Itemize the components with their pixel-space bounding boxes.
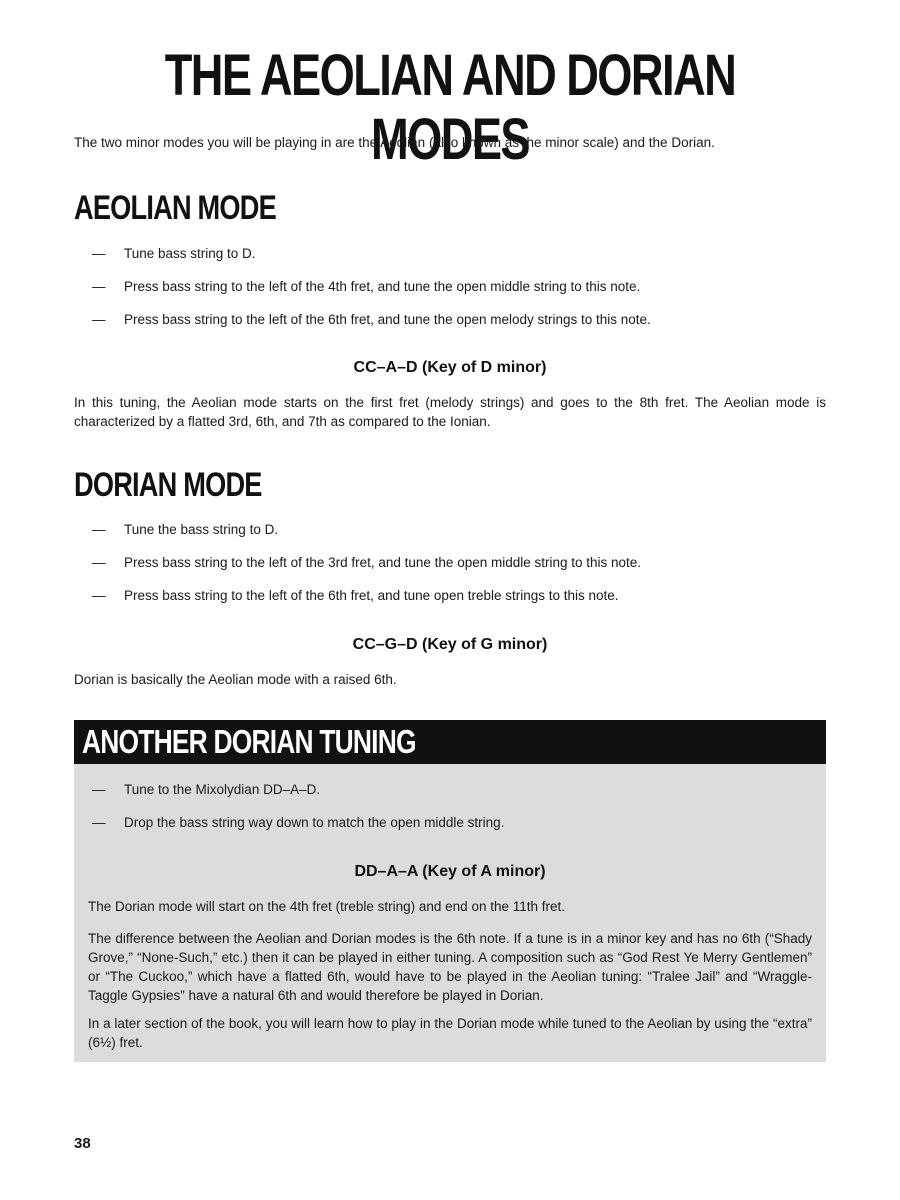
dash-bullet: — — [92, 246, 106, 261]
list-item — [92, 780, 812, 813]
step-text: Tune to the Mixolydian DD–A–D. — [124, 782, 321, 797]
aeolian-steps — [92, 244, 812, 343]
dorian-tuning: CC–G–D (Key of G minor) — [352, 636, 548, 653]
step-text: Press bass string to the left of the 4th fret, and tune the open middle string to this note. — [124, 279, 641, 294]
step-text: Press bass string to the left of the 6th fret, and tune open treble strings to this note. — [124, 588, 619, 603]
another-dorian-header — [74, 720, 826, 764]
dash-bullet: — — [92, 312, 106, 327]
dash-bullet: — — [92, 522, 106, 537]
another-dorian-steps — [92, 780, 812, 846]
dash-bullet: — — [92, 279, 106, 294]
step-text: Drop the bass string way down to match the open middle string. — [124, 815, 505, 830]
list-item — [92, 520, 812, 553]
dash-bullet: — — [92, 815, 106, 830]
aeolian-tuning: CC–A–D (Key of D minor) — [353, 359, 547, 376]
list-item — [92, 244, 812, 277]
step-text: Tune the bass string to D. — [124, 522, 279, 537]
page-number: 38 — [74, 1135, 91, 1152]
another-dorian-paragraph-2: The difference between the Aeolian and Dorian modes is the 6th note. If a tune is in a minor key and has no 6th (“Shady Grove,” “None-Such,” etc.) then it can be played in either tuning. A composition such as “God Rest Ye Merry Gentlemen” or “The Cuckoo,” which have a flatted 6th, would have to be played in the Aeolian tuning: “Tralee Jail” and “Wraggle-Taggle Gypsies” have a natural 6th and would therefore be played in Dorian. — [88, 931, 812, 1003]
intro-text: The two minor modes you will be playing in are the Aeolian (also known as the minor scale) and the Dorian. — [74, 135, 715, 150]
dash-bullet: — — [92, 588, 106, 603]
aeolian-heading: AEOLIAN MODE — [74, 189, 276, 227]
step-text: Press bass string to the left of the 3rd fret, and tune the open middle string to this note. — [124, 555, 642, 570]
list-item — [92, 553, 812, 586]
another-dorian-box — [74, 764, 826, 1062]
list-item — [92, 586, 812, 619]
dash-bullet: — — [92, 782, 106, 797]
step-text: Press bass string to the left of the 6th fret, and tune the open melody strings to this note. — [124, 312, 651, 327]
dorian-heading: DORIAN MODE — [74, 466, 262, 504]
list-item — [92, 813, 812, 846]
dorian-description: Dorian is basically the Aeolian mode with a raised 6th. — [74, 672, 397, 687]
another-dorian-paragraph-1: The Dorian mode will start on the 4th fret (treble string) and end on the 11th fret. — [88, 899, 566, 914]
list-item — [92, 277, 812, 310]
step-text: Tune bass string to D. — [124, 246, 256, 261]
dorian-steps — [92, 520, 812, 619]
list-item — [92, 310, 812, 343]
another-dorian-tuning: DD–A–A (Key of A minor) — [354, 863, 546, 880]
aeolian-description: In this tuning, the Aeolian mode starts on the first fret (melody strings) and goes to the 8th fret. The Aeolian mode is characterized by a flatted 3rd, 6th, and 7th as compared to the Ionian. — [74, 395, 826, 429]
page-title: THE AEOLIAN AND DORIAN MODES — [164, 43, 736, 172]
dash-bullet: — — [92, 555, 106, 570]
another-dorian-heading: ANOTHER DORIAN TUNING — [82, 723, 416, 760]
another-dorian-paragraph-3: In a later section of the book, you will learn how to play in the Dorian mode while tuned to the Aeolian by using the “extra” (6½) fret. — [88, 1016, 812, 1050]
